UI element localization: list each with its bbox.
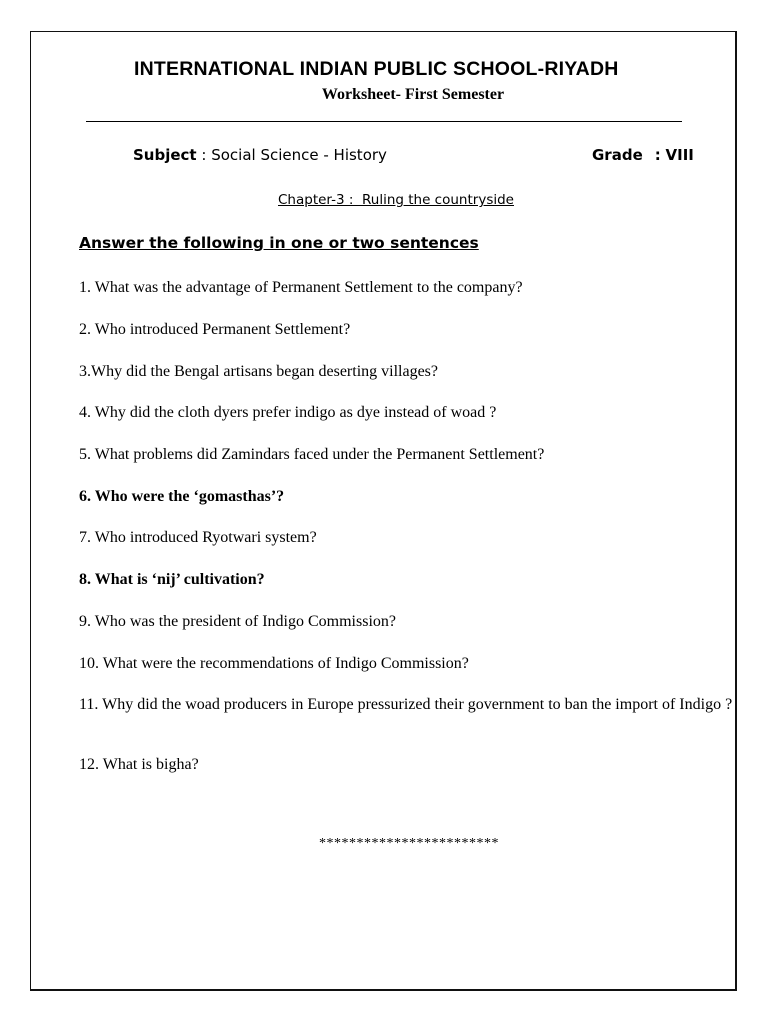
grade-label: Grade — [592, 146, 643, 164]
grade-separator: : — [654, 146, 661, 164]
question-11: 11. Why did the woad producers in Europe pressurized their government to ban the import of Indigo ? — [79, 696, 733, 713]
subject-line — [133, 146, 387, 164]
grade-line — [592, 146, 694, 164]
header-divider — [86, 121, 682, 122]
worksheet-title: Worksheet- First Semester — [321, 86, 505, 103]
question-1: 1. What was the advantage of Permanent Settlement to the company? — [79, 279, 523, 296]
chapter-title: Chapter-3 : Ruling the countryside — [278, 192, 514, 208]
instruction-heading: Answer the following in one or two sentences — [79, 234, 479, 252]
footer-separator: ************************ — [319, 836, 499, 851]
question-10: 10. What were the recommendations of Indigo Commission? — [79, 655, 469, 672]
school-name: INTERNATIONAL INDIAN PUBLIC SCHOOL-RIYADH — [134, 58, 619, 80]
question-3: 3.Why did the Bengal artisans began deserting villages? — [79, 363, 439, 380]
subject-value: : Social Science - History — [201, 146, 387, 164]
question-7: 7. Who introduced Ryotwari system? — [79, 529, 317, 546]
question-12: 12. What is bigha? — [79, 756, 199, 773]
question-9: 9. Who was the president of Indigo Commission? — [79, 613, 396, 630]
grade-value: VIII — [665, 146, 694, 164]
question-4: 4. Why did the cloth dyers prefer indigo as dye instead of woad ? — [79, 404, 497, 421]
question-5: 5. What problems did Zamindars faced under the Permanent Settlement? — [79, 446, 545, 463]
question-2: 2. Who introduced Permanent Settlement? — [79, 321, 351, 338]
subject-label: Subject — [133, 146, 197, 164]
question-8: 8. What is ‘nij’ cultivation? — [79, 571, 265, 588]
question-6: 6. Who were the ‘gomasthas’? — [79, 488, 285, 505]
